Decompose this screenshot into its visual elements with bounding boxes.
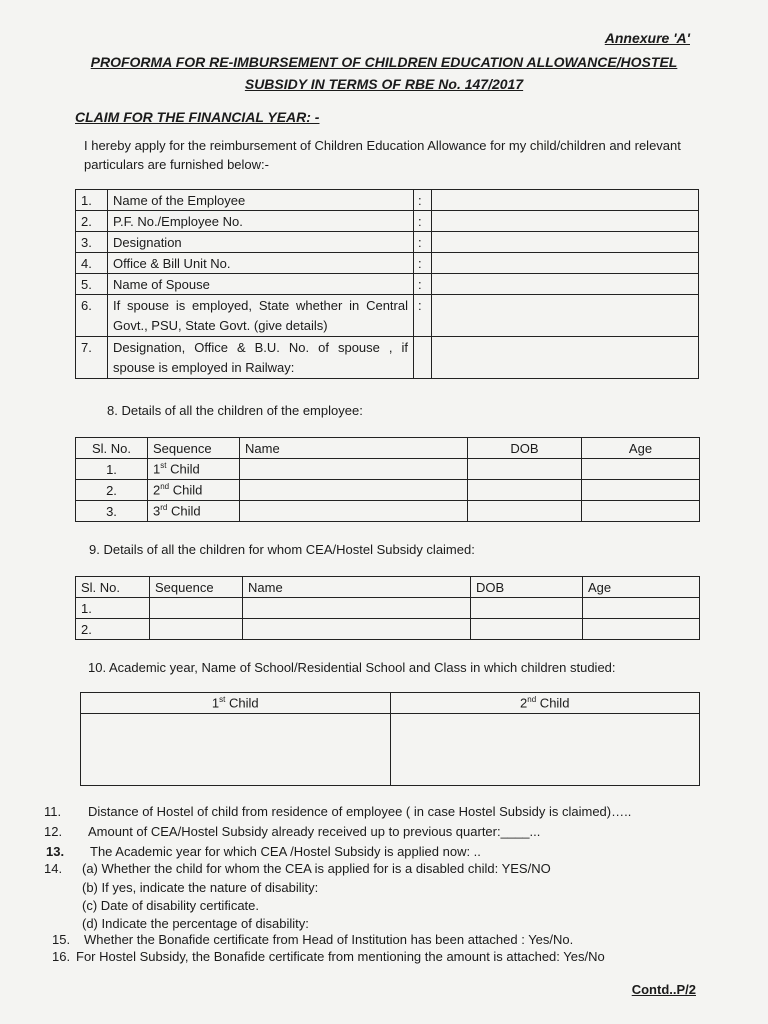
answer-field[interactable]: [432, 253, 699, 274]
row-label: Designation, Office & B.U. No. of spouse , if spouse is employed in Railway:: [108, 337, 414, 379]
header-dob: DOB: [471, 577, 583, 598]
age-cell[interactable]: [582, 480, 700, 501]
dob-cell[interactable]: [471, 619, 583, 640]
table-header-row: [76, 577, 700, 598]
item-text: (a) Whether the child for whom the CEA is applied for is a disabled child: YES/NO: [82, 861, 551, 876]
sequence-cell[interactable]: [150, 619, 243, 640]
section9-heading: 9. Details of all the children for whom CEA/Hostel Subsidy claimed:: [89, 542, 475, 557]
sl-no-cell: 3.: [76, 501, 148, 522]
first-child-school-cell[interactable]: [81, 714, 391, 786]
sequence-cell: 3rd Child: [148, 501, 240, 522]
row-number: 7.: [76, 337, 108, 379]
form-title-line2: SUBSIDY IN TERMS OF RBE No. 147/2017: [244, 76, 524, 92]
sl-no-cell: 1.: [76, 598, 150, 619]
dob-cell[interactable]: [471, 598, 583, 619]
sequence-cell: 2nd Child: [148, 480, 240, 501]
row-label: P.F. No./Employee No.: [108, 211, 414, 232]
name-cell[interactable]: [243, 619, 471, 640]
row-number: 6.: [76, 295, 108, 337]
row-colon: :: [414, 295, 432, 337]
item-text: The Academic year for which CEA /Hostel Subsidy is applied now: ..: [90, 844, 481, 859]
row-number: 2.: [76, 211, 108, 232]
row-label: Designation: [108, 232, 414, 253]
row-number: 4.: [76, 253, 108, 274]
row-label: Name of Spouse: [108, 274, 414, 295]
section8-heading: 8. Details of all the children of the employee:: [107, 403, 363, 418]
table-header-row: [76, 438, 700, 459]
annexure-label: Annexure 'A': [604, 30, 690, 46]
header-sequence: Sequence: [150, 577, 243, 598]
section10-heading: 10. Academic year, Name of School/Residential School and Class in which children studied:: [88, 660, 616, 675]
table-row: [76, 598, 700, 619]
item-text: For Hostel Subsidy, the Bonafide certificate from mentioning the amount is attached: Yes/No: [76, 949, 605, 964]
table-row: [81, 714, 700, 786]
row-colon: [414, 337, 432, 379]
answer-field[interactable]: [432, 211, 699, 232]
table-row: [76, 619, 700, 640]
answer-field[interactable]: [432, 295, 699, 337]
sl-no-cell: 2.: [76, 619, 150, 640]
dob-cell[interactable]: [468, 459, 582, 480]
table-row: [76, 274, 699, 295]
dob-cell[interactable]: [468, 501, 582, 522]
item-number: 11.: [44, 804, 62, 819]
row-label: If spouse is employed, State whether in Central Govt., PSU, State Govt. (give details): [108, 295, 414, 337]
table-row: [76, 232, 699, 253]
item-text: (d) Indicate the percentage of disability:: [82, 916, 309, 931]
row-label: Name of the Employee: [108, 190, 414, 211]
table-row: [76, 295, 699, 337]
answer-field[interactable]: [432, 190, 699, 211]
employee-details-table: [75, 189, 699, 379]
answer-field[interactable]: [432, 274, 699, 295]
answer-field[interactable]: [432, 337, 699, 379]
item-text: Whether the Bonafide certificate from Head of Institution has been attached : Yes/No.: [84, 932, 574, 947]
age-cell[interactable]: [582, 501, 700, 522]
header-name: Name: [240, 438, 468, 459]
children-details-table: [75, 437, 700, 522]
item-text: (c) Date of disability certificate.: [82, 898, 260, 913]
table-row: [76, 337, 699, 379]
name-cell[interactable]: [240, 480, 468, 501]
item-number: 14.: [44, 861, 63, 876]
name-cell[interactable]: [240, 459, 468, 480]
row-number: 1.: [76, 190, 108, 211]
table-row: [76, 211, 699, 232]
header-first-child: 1st Child: [81, 693, 391, 714]
form-title-line1: PROFORMA FOR RE-IMBURSEMENT OF CHILDREN EDUCATION ALLOWANCE/HOSTEL: [90, 54, 678, 70]
row-colon: :: [414, 190, 432, 211]
item-number: 13.: [46, 844, 65, 859]
claimed-children-table: [75, 576, 700, 640]
header-sl-no: Sl. No.: [76, 577, 150, 598]
table-row: [76, 501, 700, 522]
table-row: [76, 459, 700, 480]
sequence-cell[interactable]: [150, 598, 243, 619]
header-sl-no: Sl. No.: [76, 438, 148, 459]
intro-paragraph: I hereby apply for the reimbursement of Children Education Allowance for my child/children and relevant particulars are furnished below:-: [84, 138, 681, 172]
row-colon: :: [414, 211, 432, 232]
row-label: Office & Bill Unit No.: [108, 253, 414, 274]
age-cell[interactable]: [583, 619, 700, 640]
row-number: 5.: [76, 274, 108, 295]
dob-cell[interactable]: [468, 480, 582, 501]
table-row: [76, 190, 699, 211]
name-cell[interactable]: [243, 598, 471, 619]
sl-no-cell: 2.: [76, 480, 148, 501]
header-sequence: Sequence: [148, 438, 240, 459]
header-second-child: 2nd Child: [390, 693, 700, 714]
item-text: Distance of Hostel of child from residence of employee ( in case Hostel Subsidy is claimed)…..: [88, 804, 632, 819]
item-text: Amount of CEA/Hostel Subsidy already received up to previous quarter:____...: [88, 824, 541, 839]
age-cell[interactable]: [582, 459, 700, 480]
header-dob: DOB: [468, 438, 582, 459]
continued-label: Contd..P/2: [631, 982, 696, 997]
row-colon: :: [414, 232, 432, 253]
item-number: 12.: [44, 824, 63, 839]
sl-no-cell: 1.: [76, 459, 148, 480]
sequence-cell: 1st Child: [148, 459, 240, 480]
table-header-row: [81, 693, 700, 714]
name-cell[interactable]: [240, 501, 468, 522]
second-child-school-cell[interactable]: [390, 714, 700, 786]
age-cell[interactable]: [583, 598, 700, 619]
answer-field[interactable]: [432, 232, 699, 253]
school-details-table: [80, 692, 700, 786]
claim-heading: CLAIM FOR THE FINANCIAL YEAR: -: [75, 109, 320, 125]
row-colon: :: [414, 274, 432, 295]
row-number: 3.: [76, 232, 108, 253]
table-row: [76, 253, 699, 274]
item-number: 15.: [52, 932, 71, 947]
header-age: Age: [583, 577, 700, 598]
table-row: [76, 480, 700, 501]
header-name: Name: [243, 577, 471, 598]
header-age: Age: [582, 438, 700, 459]
row-colon: :: [414, 253, 432, 274]
item-text: (b) If yes, indicate the nature of disability:: [82, 880, 319, 895]
item-number: 16.: [52, 949, 71, 964]
